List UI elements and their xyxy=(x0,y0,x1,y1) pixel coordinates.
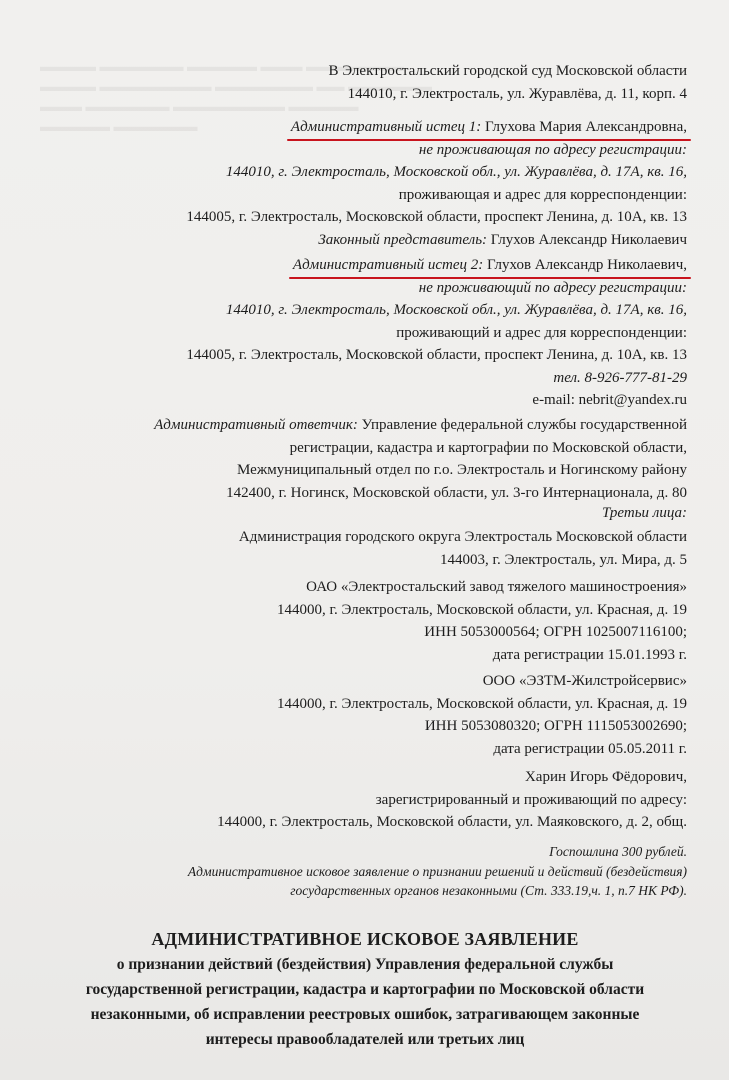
fee-block xyxy=(27,842,687,901)
plaintiff2-name: Глухов Александр Николаевич, xyxy=(487,257,687,273)
defendant-block xyxy=(27,414,687,504)
third-parties-heading xyxy=(27,502,687,525)
eztm-address: 144000, г. Электросталь, Московской области, ул. Красная, д. 19 xyxy=(276,695,687,712)
plaintiff1-corr-address: 144005, г. Электросталь, Московской области, проспект Ленина, д. 10А, кв. 13 xyxy=(186,209,687,225)
plaintiff1-name: Глухова Мария Александровна, xyxy=(485,119,687,135)
kharin-note: зарегистрированный и проживающий по адресу: xyxy=(375,791,687,808)
plaintiff2-phone: тел. 8-926-777-81-29 xyxy=(553,369,687,386)
plaintiff2-corr-note: проживающий и адрес для корреспонденции: xyxy=(396,324,687,341)
court-address: 144010, г. Электросталь, ул. Журавлёва, д. 11, корп. 4 xyxy=(347,85,687,102)
third-party-ezm xyxy=(27,576,687,666)
plaintiff1-reg-address: 144010, г. Электросталь, Московской обл., ул. Журавлёва, д. 17А, кв. 16, xyxy=(225,164,687,180)
plaintiff2-email: e-mail: nebrit@yandex.ru xyxy=(532,392,687,408)
document-heading xyxy=(20,926,710,1052)
third-parties-label: Третьи лица: xyxy=(601,505,687,521)
eztm-name: ООО «ЭЗТМ-Жилстройсервис» xyxy=(482,673,687,689)
document-title: АДМИНИСТРАТИВНОЕ ИСКОВОЕ ЗАЯВЛЕНИЕ xyxy=(151,929,579,949)
fee-line3: государственных органов незаконными (Ст. 333.19,ч. 1, п.7 НК РФ). xyxy=(290,883,687,898)
third-party-eztm xyxy=(27,670,687,760)
fee-line1: Госпошлина 300 рублей. xyxy=(549,844,687,859)
plaintiff1-corr-note: проживающая и адрес для корреспонденции: xyxy=(398,186,687,203)
representative-label: Законный представитель: xyxy=(318,231,488,248)
heading-line4: интересы правообладателей или третьих лиц xyxy=(205,1031,525,1048)
heading-line2: государственной регистрации, кадастра и картографии по Московской области xyxy=(85,981,645,998)
plaintiff1-label: Административный истец 1: xyxy=(290,119,482,135)
ezm-address: 144000, г. Электросталь, Московской области, ул. Красная, д. 19 xyxy=(276,601,687,618)
fee-line2: Административное исковое заявление о признании решений и действий (бездействия) xyxy=(187,863,687,879)
admin-address: 144003, г. Электросталь, ул. Мира, д. 5 xyxy=(439,551,687,568)
heading-line3: незаконными, об исправлении реестровых ошибок, затрагивающем законные xyxy=(90,1006,640,1023)
plaintiff1-block xyxy=(27,116,687,251)
ezm-ids: ИНН 5053000564; ОГРН 1025007116100; xyxy=(424,624,687,640)
plaintiff2-label: Административный истец 2: xyxy=(292,257,484,273)
eztm-reg: дата регистрации 05.05.2011 г. xyxy=(493,740,687,757)
ezm-reg: дата регистрации 15.01.1993 г. xyxy=(492,646,687,663)
plaintiff2-corr-address: 144005, г. Электросталь, Московской области, проспект Ленина, д. 10А, кв. 13 xyxy=(186,347,687,363)
plaintiff2-reg-address: 144010, г. Электросталь, Московской обл., ул. Журавлёва, д. 17А, кв. 16, xyxy=(225,302,687,318)
bleed-through-text: ▬▬▬▬ ▬▬▬▬▬▬ ▬▬▬▬▬ ▬▬▬ ▬▬▬▬▬▬▬ ▬▬▬▬ ▬▬▬▬▬▬▬▬ ▬▬▬▬▬▬▬ ▬▬ ▬▬▬▬▬▬ ▬▬▬ ▬▬▬▬▬▬ ▬▬▬▬▬▬▬▬ ▬▬▬▬▬ ▬▬▬▬▬ ▬▬▬▬▬▬ xyxy=(40,60,432,135)
heading-line1: о признании действий (бездействия) Управления федеральной службы xyxy=(116,956,614,973)
plaintiff2-header xyxy=(293,254,687,277)
representative-name: Глухов Александр Николаевич xyxy=(490,231,687,248)
plaintiff1-reg-note: не проживающая по адресу регистрации: xyxy=(418,141,687,158)
ezm-name: ОАО «Электростальский завод тяжелого машиностроения» xyxy=(306,579,687,595)
defendant-label: Административный ответчик: xyxy=(154,417,358,433)
plaintiff1-header xyxy=(291,116,687,139)
plaintiff2-reg-note: не проживающий по адресу регистрации: xyxy=(418,279,687,296)
kharin-address: 144000, г. Электросталь, Московской области, ул. Маяковского, д. 2, общ. xyxy=(217,814,687,830)
defendant-line1: Управление федеральной службы государственной xyxy=(361,417,687,433)
third-party-admin xyxy=(27,526,687,571)
eztm-ids: ИНН 5053080320; ОГРН 1115053002690; xyxy=(424,718,687,734)
defendant-line4: 142400, г. Ногинск, Московской области, ул. 3-го Интернационала, д. 80 xyxy=(226,484,687,501)
plaintiff2-block xyxy=(27,254,687,412)
admin-name: Администрация городского округа Электросталь Московской области xyxy=(238,529,687,545)
third-party-kharin xyxy=(27,766,687,834)
defendant-line2: регистрации, кадастра и картографии по Московской области, xyxy=(289,439,687,456)
kharin-name: Харин Игорь Фёдорович, xyxy=(524,769,687,785)
defendant-line3: Межмуниципальный отдел по г.о. Электросталь и Ногинскому району xyxy=(237,462,687,478)
court-name: В Электростальский городской суд Московской области xyxy=(328,63,687,79)
court-block xyxy=(27,60,687,105)
